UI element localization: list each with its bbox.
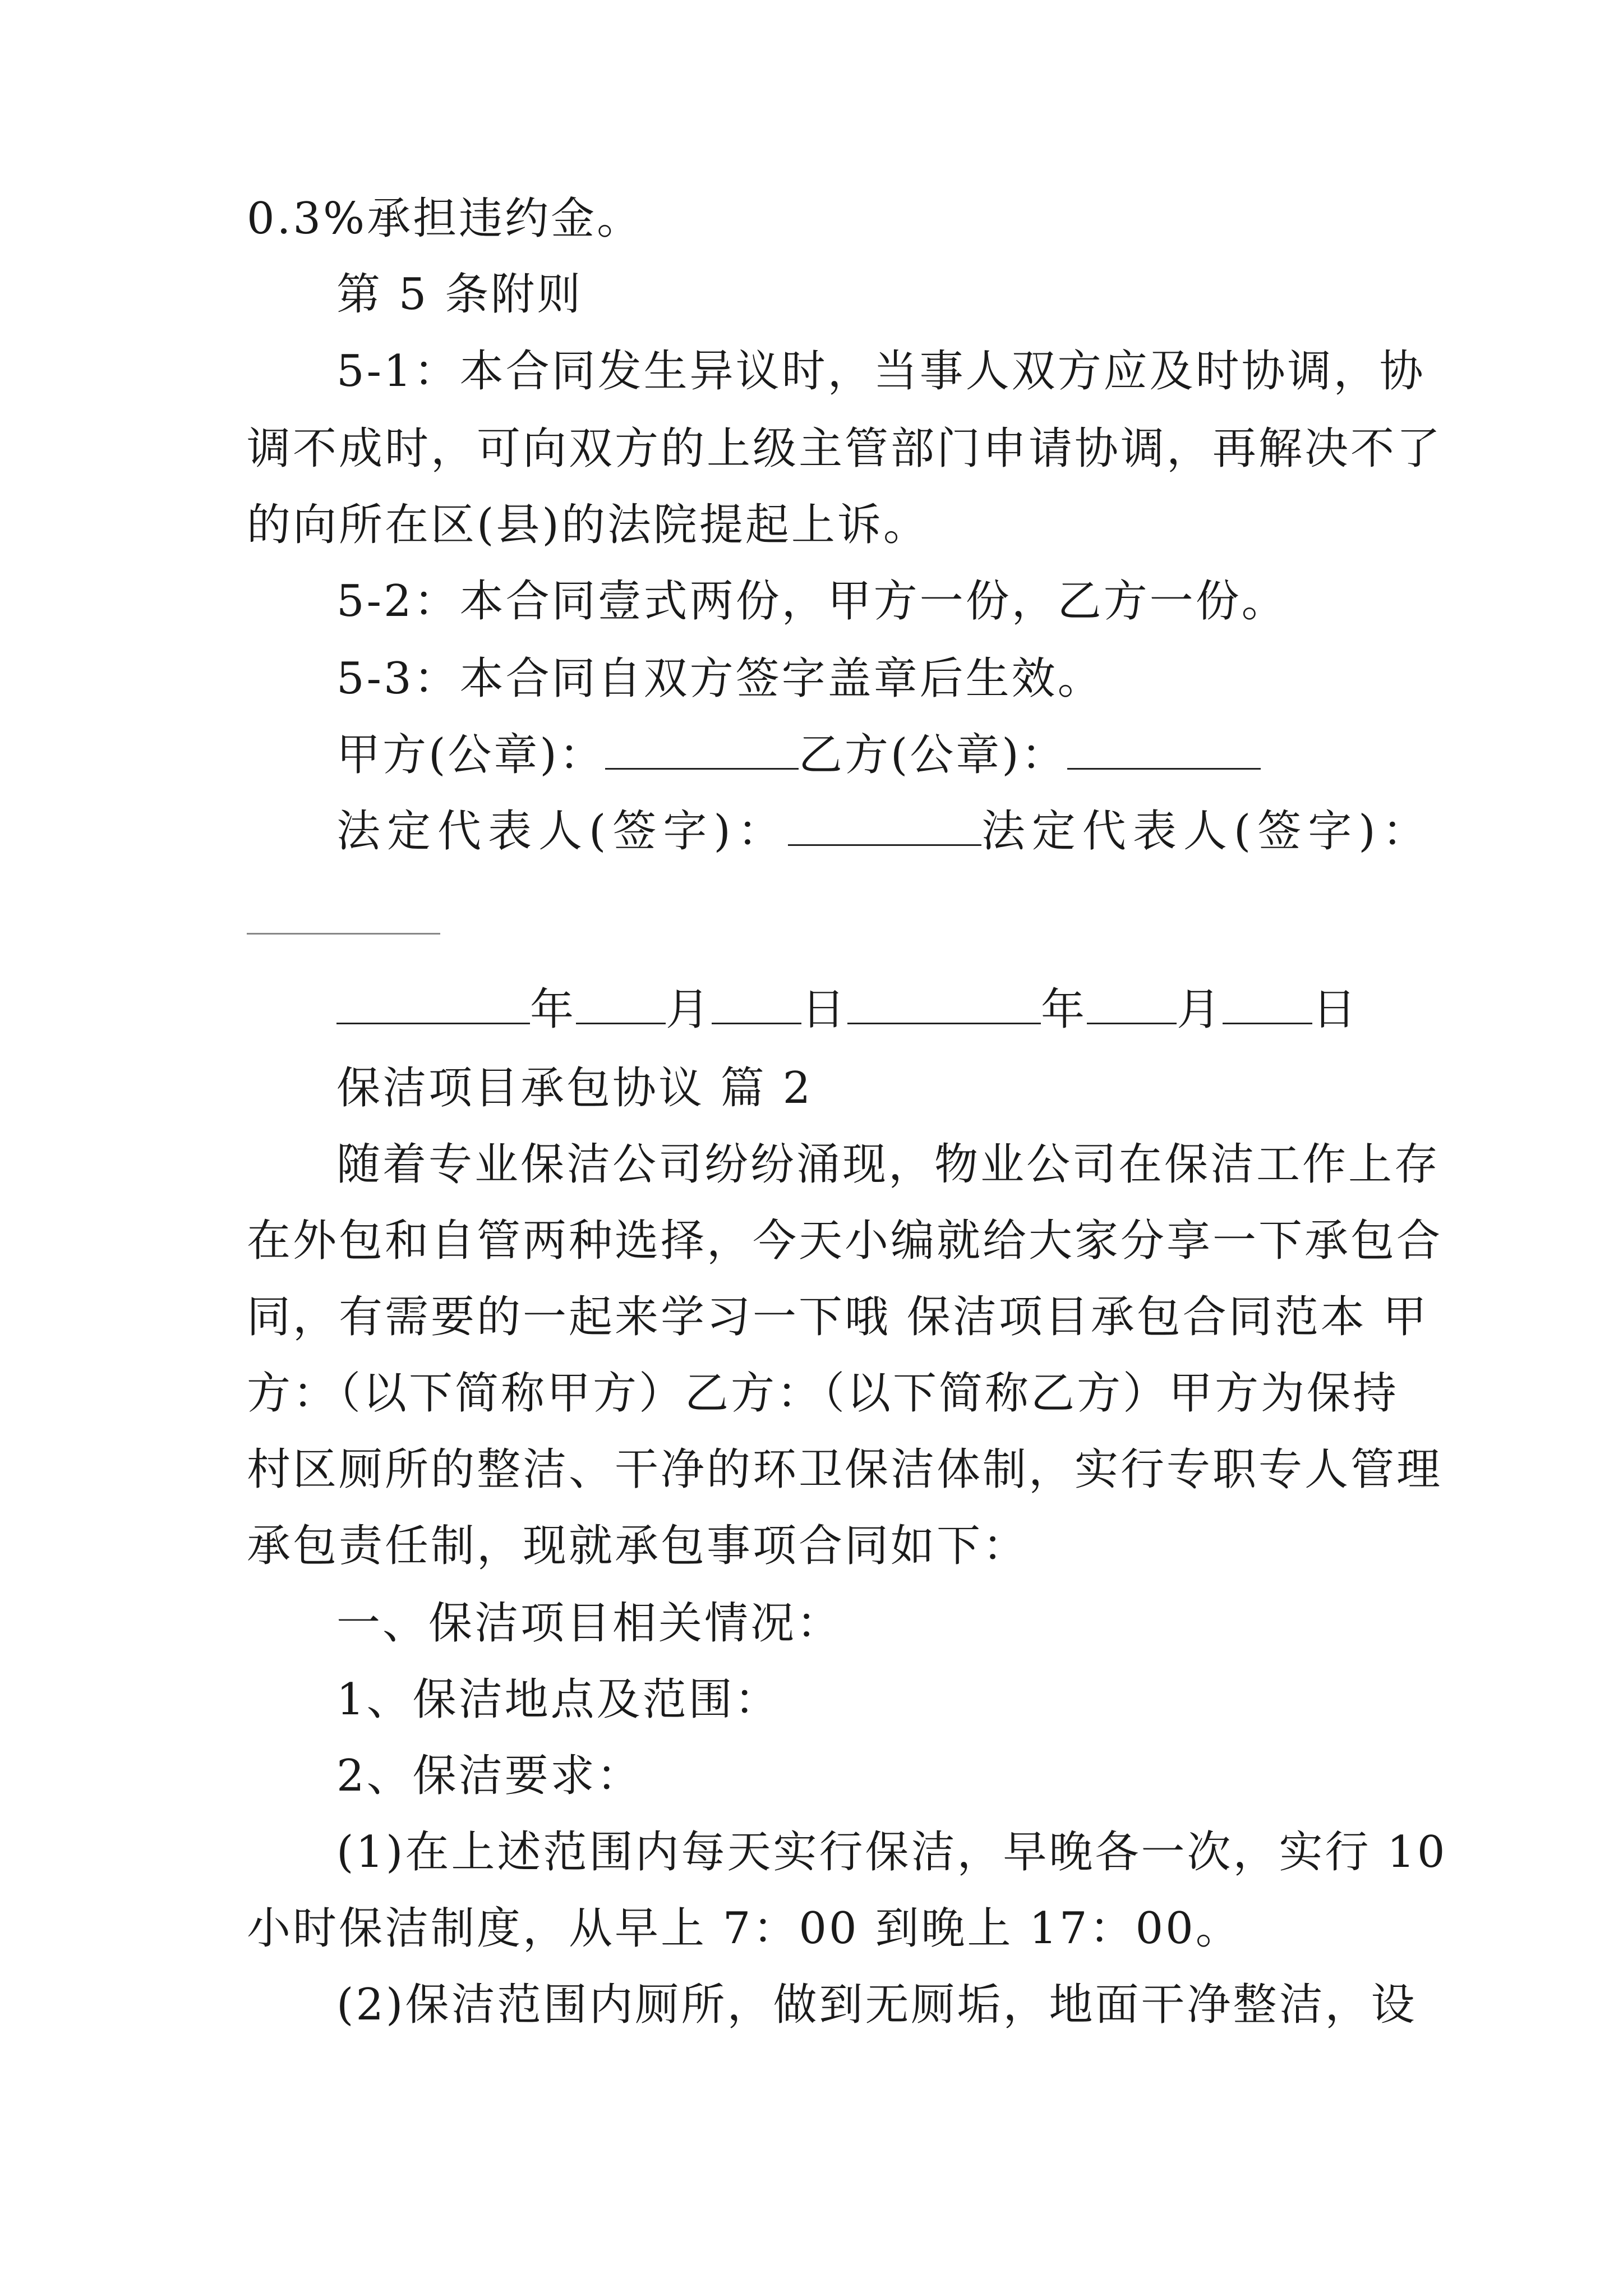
list-item: 1、保洁地点及范围： (336, 1674, 781, 1725)
paragraph-line: 5-1：本合同发生异议时，当事人双方应及时协调，协 (336, 346, 1426, 397)
paragraph-line: 5-2：本合同壹式两份，甲方一份，乙方一份。 (336, 576, 1288, 627)
paragraph-line: 调不成时，可向双方的上级主管部门申请协调，再解决不了 (247, 424, 1443, 474)
seal-line (336, 727, 1385, 783)
list-item: 2、保洁要求： (336, 1751, 643, 1801)
paragraph-line: 的向所在区(县)的法院提起上诉。 (247, 500, 929, 550)
party-a-seal-label: 甲方(公章)： (336, 730, 605, 780)
rep-b-blank (247, 894, 440, 935)
paragraph-line: (1)在上述范围内每天实行保洁，早晚各一次，实行 10 (336, 1827, 1447, 1878)
paragraph-line: 村区厕所的整洁、干净的环卫保洁体制，实行专职专人管理 (247, 1444, 1443, 1495)
paragraph-line: 同，有需要的一起来学习一下哦 保洁项目承包合同范本 甲 (247, 1292, 1429, 1342)
date-b-day-blank (1223, 983, 1312, 1024)
date-line (336, 982, 1385, 1038)
paragraph-line: 0.3%承担违约金。 (247, 194, 643, 244)
day-label: 日 (1312, 984, 1359, 1035)
party-b-seal-blank (1067, 729, 1261, 770)
date-a-year-blank (336, 983, 530, 1024)
paragraph-line: 小时保洁制度，从早上 7：00 到晚上 17：00。 (247, 1903, 1242, 1954)
month-label: 月 (666, 984, 712, 1035)
section-heading: 第 5 条附则 (336, 269, 583, 320)
paragraph-line: 方：（以下简称甲方）乙方：（以下简称乙方）甲方为保持 (247, 1368, 1399, 1419)
date-a-day-blank (712, 983, 801, 1024)
party-b-seal-label: 乙方(公章)： (798, 730, 1067, 780)
paragraph-line: 在外包和自管两种选择，今天小编就给大家分享一下承包合 (247, 1216, 1443, 1266)
day-label: 日 (801, 984, 848, 1035)
month-label: 月 (1177, 984, 1223, 1035)
section-heading: 一、保洁项目相关情况： (336, 1598, 843, 1649)
rep-b-label: 法定代表人(签字)： (981, 806, 1433, 857)
date-b-year-blank (847, 983, 1041, 1024)
date-a-month-blank (576, 983, 666, 1024)
rep-b-blank-line (247, 892, 1385, 948)
article-title: 保洁项目承包协议 篇 2 (336, 1063, 813, 1114)
year-label: 年 (530, 984, 577, 1035)
paragraph-line: 承包责任制，现就承包事项合同如下： (247, 1521, 1029, 1571)
date-b-month-blank (1087, 983, 1177, 1024)
party-a-seal-blank (605, 729, 799, 770)
rep-a-blank (788, 805, 981, 846)
paragraph-line: (2)保洁范围内厕所，做到无厕垢，地面干净整洁，设 (336, 1980, 1417, 2030)
paragraph-line: 5-3：本合同自双方签字盖章后生效。 (336, 654, 1104, 704)
representative-line (336, 803, 1433, 859)
rep-a-label: 法定代表人(签字)： (336, 806, 788, 857)
paragraph-line: 随着专业保洁公司纷纷涌现，物业公司在保洁工作上存 (336, 1139, 1441, 1190)
year-label: 年 (1041, 984, 1087, 1035)
